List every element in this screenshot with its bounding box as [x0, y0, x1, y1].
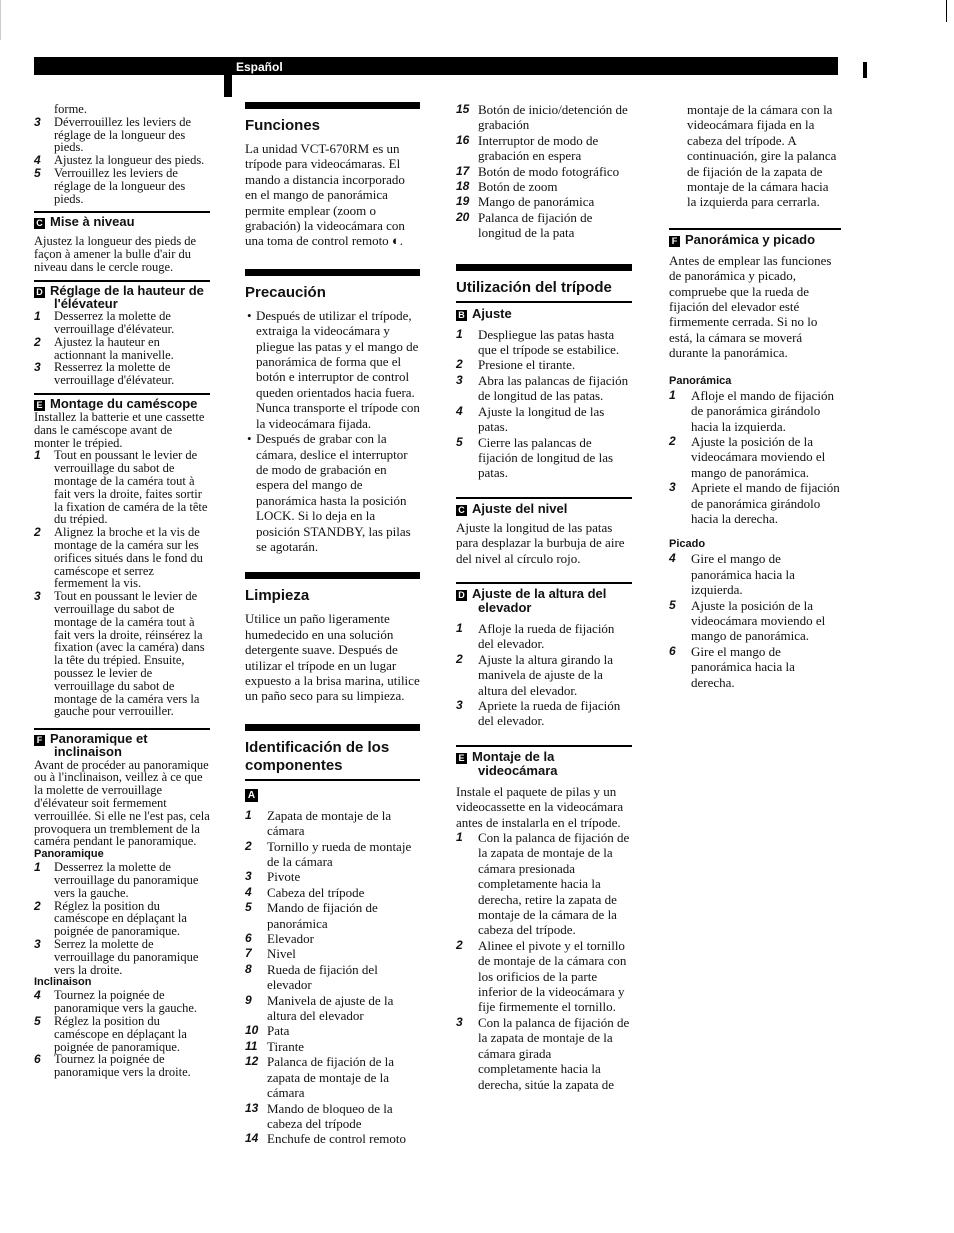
item-text: Botón de zoom	[478, 179, 558, 195]
item-number: 4	[34, 153, 41, 168]
item-text: Tirante	[267, 1038, 305, 1054]
list-item	[456, 404, 632, 435]
section-title: Limpieza	[245, 587, 310, 605]
list-item	[245, 869, 420, 884]
section-text: Ajustez la longueur des pieds de façon à amener la bulle d'air du niveau dans le cercle rouge.	[34, 234, 197, 274]
item-number: 2	[669, 433, 676, 448]
item-text: Pata	[267, 1023, 290, 1039]
item-number: 1	[669, 387, 676, 402]
section-title: Precaución	[245, 283, 326, 301]
item-number: 10	[245, 1023, 259, 1038]
header-bar	[34, 57, 838, 75]
item-number: 1	[34, 860, 41, 875]
section-heading-montaje	[456, 745, 632, 778]
list-item	[456, 1015, 632, 1092]
section-letter: F	[34, 735, 45, 746]
item-text: Ajuste la altura girando la manivela de ajuste de la altura del elevador.	[478, 651, 614, 698]
item-text: Tornillo y rueda de montaje de la cámara	[267, 838, 412, 869]
item-number: 4	[456, 403, 463, 418]
item-text: Botón de modo fotográfico	[478, 163, 620, 179]
sublabel-panoramica: Panorámica	[669, 374, 732, 387]
list-item	[245, 885, 420, 900]
list-item	[34, 590, 210, 718]
item-text: Desserrez la molette de verrouillage d'élévateur.	[54, 309, 175, 337]
list-item	[34, 116, 210, 154]
list-item	[245, 839, 420, 870]
section-intro: Antes de emplear las funciones de panorámica y picado, compruebe que la rueda de fijación del elevador esté firmemente cerrada. Si no lo está, la cámara se moverá durante la panorámica.	[669, 252, 832, 361]
item-number: 1	[34, 309, 41, 324]
figure-letter	[245, 787, 420, 802]
list-item	[669, 480, 841, 526]
item-number: 11	[245, 1038, 258, 1053]
list-item	[669, 434, 841, 480]
item-text: Nivel	[267, 946, 296, 962]
item-text: Manivela de ajuste de la altura del elevador	[267, 992, 394, 1024]
step-list	[456, 327, 632, 481]
section-letter: B	[456, 310, 467, 321]
list-item	[456, 357, 632, 372]
item-number: 5	[34, 1014, 41, 1029]
item-text: Enchufe de control remoto	[267, 1131, 406, 1147]
item-number: 2	[456, 937, 463, 952]
section-letter: E	[34, 400, 45, 411]
header-tab	[224, 75, 232, 97]
section-letter: D	[34, 287, 45, 298]
item-number: 17	[456, 163, 470, 178]
item-number: 7	[245, 946, 252, 961]
item-number: 14	[245, 1131, 259, 1146]
step-list	[34, 116, 210, 206]
list-item	[245, 1131, 420, 1146]
section-intro: Avant de procéder au panoramique ou à l'inclinaison, veillez à ce que la molette de verrouillage d'élévateur soit fermement verrouillée. Si elle ne l'est pas, cela provoquera un tremblement de la caméra pendant le panoramique.	[34, 757, 210, 849]
section-heading-ajuste-nivel	[456, 497, 632, 516]
item-number: 20	[456, 209, 470, 224]
item-number: 1	[34, 448, 41, 463]
sublabel-panoramique: Panoramique	[34, 848, 104, 861]
item-number: 6	[245, 931, 252, 946]
section-letter: D	[456, 590, 467, 601]
section-heading-reglage-hauteur	[34, 280, 210, 311]
section-heading-mise-a-niveau	[34, 211, 210, 229]
list-item	[245, 900, 420, 931]
list-item	[34, 861, 210, 899]
section-title: Montaje de la videocámara	[472, 748, 558, 778]
section-title: Ajuste de la altura del elevador	[472, 585, 607, 615]
item-number: 4	[669, 551, 676, 566]
item-text: Ajuste la posición de la videocámara moviendo el mango de panorámica.	[691, 597, 826, 644]
item-text: Mando de bloqueo de la cabeza del trípode	[267, 1100, 393, 1131]
section-text: Ajuste la longitud de las patas para desplazar la burbuja de aire del nivel al círculo rojo.	[456, 519, 625, 566]
section-letter: A	[245, 789, 258, 802]
step-list	[669, 388, 841, 527]
list-item	[245, 993, 420, 1024]
item-text: Ajuste la posición de la videocámara moviendo el mango de panorámica.	[691, 433, 826, 480]
item-number: 3	[34, 360, 41, 375]
item-number: 12	[245, 1054, 259, 1069]
item-text: Rueda de fijación del elevador	[267, 961, 378, 993]
page-mark	[863, 62, 867, 78]
item-text: Cabeza del trípode	[267, 884, 365, 900]
list-item	[245, 962, 420, 993]
item-number: 6	[34, 1052, 41, 1067]
item-text: Réglez la position du caméscope en déplaçant la poignée de panoramique.	[54, 1014, 187, 1054]
edge-line	[0, 0, 1, 40]
list-item	[456, 194, 632, 209]
item-text: Gire el mango de panorámica hacia la izquierda.	[691, 551, 795, 598]
list-item	[456, 652, 632, 698]
item-text: Afloje la rueda de fijación del elevador.	[478, 620, 615, 652]
section-letter: F	[669, 236, 680, 247]
item-text: Abra las palancas de fijación de longitud de las patas.	[478, 372, 629, 404]
section-precaucion	[245, 269, 420, 308]
step-list	[34, 310, 210, 387]
section-title: Ajuste	[472, 305, 512, 321]
item-text: Mango de panorámica	[478, 194, 595, 210]
section-heading-ajuste-altura	[456, 582, 632, 615]
section-title: Identificación de los componentes	[245, 739, 420, 781]
item-text: Ajuste la longitud de las patas.	[478, 403, 605, 435]
language-label: Español	[236, 60, 283, 74]
step-list	[34, 449, 210, 718]
list-item	[34, 336, 210, 362]
section-title: Utilización del trípode	[456, 279, 632, 303]
bullet-list	[245, 308, 420, 555]
item-number: 1	[456, 830, 463, 844]
item-number: 3	[456, 1014, 463, 1029]
item-number: 19	[456, 194, 470, 209]
item-number: 5	[245, 900, 252, 915]
section-title: Panoramique et inclinaison	[50, 731, 148, 760]
item-text: Déverrouillez les leviers de réglage de la longueur des pieds.	[54, 114, 192, 155]
item-number: 2	[34, 898, 41, 913]
list-item	[34, 1015, 210, 1053]
item-text: Presione el tirante.	[478, 357, 576, 373]
item-number: 3	[456, 697, 463, 712]
item-number: 3	[669, 480, 676, 495]
item-text: Réglez la position du caméscope en déplaçant la poignée de panoramique.	[54, 898, 187, 939]
list-item	[245, 1039, 420, 1054]
item-text: Tout en poussant le levier de verrouillage du sabot de montage de la caméra tout à fait vers la droite, réinsérez la fixation (avec la caméra) dans la tête du trépied. Ensuite, poussez le levier de verrouillage du sabot de montage de la caméra vers la gauche pour verrouiller.	[54, 589, 205, 719]
list-item	[34, 989, 210, 1015]
section-heading-panoramique	[34, 728, 210, 759]
list-item	[34, 526, 210, 590]
list-item	[245, 1023, 420, 1038]
list-item	[34, 900, 210, 938]
item-text: Alinee el pivote y el tornillo de montaje de la cámara con los orificios de la parte inferior de la videocámara y fije firmemente el tornillo.	[478, 937, 627, 1015]
list-item	[245, 1054, 420, 1100]
list-item	[456, 830, 632, 938]
item-text: Tout en poussant le levier de verrouillage du sabot de montage de la caméra tout à fait vers la droite, faites sortir la fixation de caméra de la tête du trépied.	[54, 448, 208, 527]
section-heading-montage	[34, 393, 210, 411]
step-list	[34, 861, 210, 976]
item-text: Palanca de fijación de la zapata de montaje de la cámara	[267, 1054, 395, 1101]
list-item	[245, 1101, 420, 1132]
section-identificacion	[245, 724, 420, 781]
sublabel-picado: Picado	[669, 538, 706, 551]
list-item	[456, 938, 632, 1015]
item-text: Palanca de fijación de longitud de la pata	[478, 209, 593, 241]
item-number: 3	[245, 869, 252, 884]
section-title: Mise à niveau	[50, 214, 135, 230]
item-number: 9	[245, 992, 252, 1007]
item-text: Cierre las palancas de fijación de longitud de las patas.	[478, 434, 614, 481]
item-text: Zapata de montaje de la cámara	[267, 807, 392, 839]
list-item	[456, 435, 632, 481]
column-french	[34, 103, 210, 1079]
item-number: 2	[456, 357, 463, 372]
item-text: Afloje el mando de fijación de panorámica girándolo hacia la izquierda.	[691, 387, 834, 434]
component-list	[245, 808, 420, 1147]
section-text: Utilice un paño ligeramente humedecido en una solución detergente suave. Después de utilizar el trípode en un lugar expuesto a la brisa marina, utilice un paño seco para su limpieza.	[245, 611, 420, 704]
item-text: Pivote	[267, 869, 301, 885]
item-text: Ajustez la hauteur en actionnant la manivelle.	[54, 334, 174, 362]
item-number: 18	[456, 179, 470, 194]
item-text: Interruptor de modo de grabación en espera	[478, 132, 599, 164]
section-title: Panorámica y picado	[685, 231, 816, 247]
section-intro: Installez la batterie et une cassette dans le caméscope avant de monter le trépied.	[34, 410, 205, 450]
list-item	[456, 621, 632, 652]
list-item	[456, 373, 632, 404]
section-funciones	[245, 102, 420, 141]
list-item	[669, 388, 841, 434]
item-text: Alignez la broche et la vis de montage de la caméra sur les orifices situés dans le fond du caméscope et serrez fermement la vis.	[54, 525, 203, 591]
list-item	[34, 167, 210, 205]
component-list	[456, 102, 632, 241]
section-title: Funciones	[245, 117, 321, 134]
item-number: 1	[456, 326, 463, 341]
column-2	[245, 102, 420, 1147]
item-text: Apriete el mando de fijación de panorámica girándolo hacia la derecha.	[691, 480, 840, 526]
list-item	[245, 931, 420, 946]
sublabel-inclinaison: Inclinaison	[34, 976, 92, 989]
list-item	[34, 449, 210, 526]
item-text: Elevador	[267, 931, 314, 947]
lead-text: forme.	[54, 102, 87, 116]
item-text: Gire el mango de panorámica hacia la derecha.	[691, 643, 795, 690]
list-item	[669, 644, 841, 690]
item-text: Resserrez la molette de verrouillage d'élévateur.	[54, 360, 175, 388]
item-text: Despliegue las patas hasta que el trípode se estabilice.	[478, 326, 620, 358]
item-number: 2	[34, 525, 41, 540]
item-number: 2	[456, 651, 463, 666]
step-list	[456, 830, 632, 1092]
item-text: Mando de fijación de panorámica	[267, 900, 378, 931]
item-number: 1	[456, 620, 463, 635]
item-text: Con la palanca de fijación de la zapata de montaje de la cámara presionada completamente hacia la derecha, retire la zapata de montaje de la cámara de la cabeza del trípode.	[478, 830, 630, 938]
item-number: 6	[669, 643, 676, 658]
list-item	[669, 551, 841, 597]
section-letter: E	[456, 753, 467, 764]
list-item	[34, 310, 210, 336]
item-text: Tournez la poignée de panoramique vers la droite.	[54, 1052, 191, 1080]
item-number: 2	[245, 838, 252, 853]
column-4	[669, 102, 841, 690]
section-utilizacion	[456, 264, 632, 303]
item-number: 5	[669, 597, 676, 612]
section-intro: Instale el paquete de pilas y un videocassette en la videocámara antes de instalarla en el trípode.	[456, 783, 624, 830]
list-item	[456, 327, 632, 358]
continued-text: montaje de la cámara con la videocámara fijada en la cabeza del trípode. A continuación, gire la palanca de fijación de la zapata de montaje de la cámara hacia la izquierda para cerrarla.	[687, 102, 837, 210]
item-number: 5	[34, 165, 41, 180]
item-number: 1	[245, 807, 252, 822]
section-limpieza	[245, 572, 420, 611]
item-number: 15	[456, 102, 470, 116]
list-item	[245, 946, 420, 961]
step-list	[456, 621, 632, 729]
step-list	[34, 989, 210, 1079]
item-number: 3	[34, 114, 41, 129]
section-heading-panoramica	[669, 228, 841, 247]
item-number: 3	[34, 589, 41, 604]
list-item	[34, 361, 210, 387]
step-list	[669, 551, 841, 690]
list-item	[456, 698, 632, 729]
list-item	[34, 938, 210, 976]
item-text: Apriete la rueda de fijación del elevador.	[478, 697, 621, 729]
item-number: 13	[245, 1100, 259, 1115]
item-number: 8	[245, 961, 252, 976]
item-number: 3	[34, 937, 41, 952]
item-number: 3	[456, 372, 463, 387]
item-number: 4	[34, 988, 41, 1003]
item-text: Con la palanca de fijación de la zapata de montaje de la cámara girada completamente hacia la derecha, sitúe la zapata de	[478, 1014, 630, 1092]
item-number: 16	[456, 132, 470, 147]
item-number: 4	[245, 884, 252, 899]
bullet-item: • Después de utilizar el trípode, extraiga la videocámara y pliegue las patas y el mango de panorámica de forma que el botón e interruptor de control queden orientados hacia fuera. Nunca transporte el trípode con la videocámara fijada.	[247, 308, 420, 431]
bullet-item: • Después de grabar con la cámara, deslice el interruptor de modo de grabación en espera del mango de panorámica hasta la posición LOCK. Si lo deja en la posición STANDBY, las pilas se agotarán.	[247, 431, 420, 554]
section-text: La unidad VCT-670RM es un trípode para videocámaras. El mando a distancia incorporado en el mango de panorámica permite emplear (zoom o grabación) la videocámara con una toma de control remoto ◐.	[245, 141, 405, 249]
section-letter: C	[34, 218, 45, 229]
list-item	[456, 179, 632, 194]
section-heading-ajuste	[456, 307, 632, 321]
corner-mark	[946, 0, 947, 22]
section-letter: C	[456, 505, 467, 516]
item-text: Desserrez la molette de verrouillage du panoramique vers la gauche.	[54, 860, 199, 900]
list-item	[34, 1053, 210, 1079]
list-item	[456, 210, 632, 241]
list-item	[456, 102, 632, 133]
section-title: Réglage de la hauteur de l'élévateur	[50, 282, 204, 311]
item-number: 5	[456, 434, 463, 449]
list-item	[456, 164, 632, 179]
list-item	[669, 598, 841, 644]
list-item	[456, 133, 632, 164]
list-item	[245, 808, 420, 839]
item-text: Botón de inicio/detención de grabación	[478, 102, 628, 133]
section-title: Montage du caméscope	[50, 396, 198, 412]
column-3	[456, 102, 632, 1092]
item-text: Serrez la molette de verrouillage du panoramique vers la droite.	[54, 937, 199, 977]
item-text: Verrouillez les leviers de réglage de la longueur des pieds.	[54, 165, 186, 206]
item-number: 2	[34, 334, 41, 349]
item-text: Tournez la poignée de panoramique vers la gauche.	[54, 988, 197, 1016]
section-title: Ajuste del nivel	[472, 500, 568, 516]
item-text: Ajustez la longueur des pieds.	[54, 153, 205, 168]
